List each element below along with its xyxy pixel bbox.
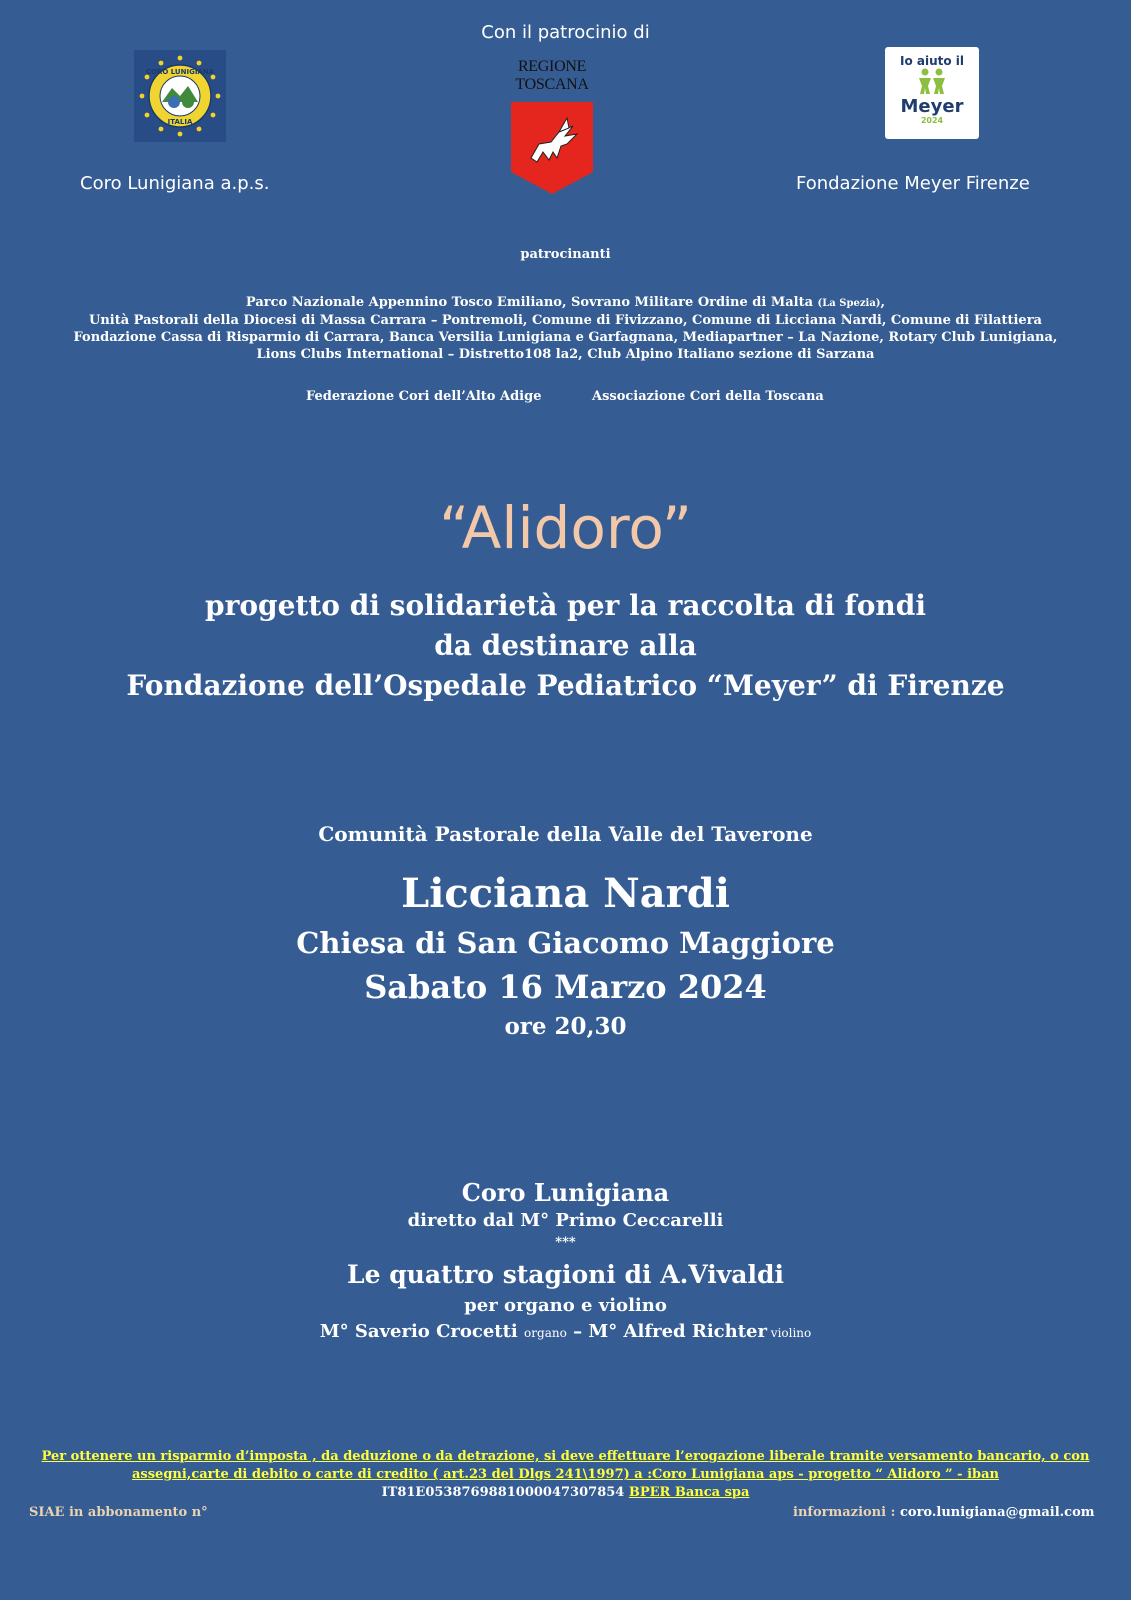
federazione-alto-adige: Federazione Cori dell’Alto Adige (306, 389, 542, 404)
coro-lunigiana-caption: Coro Lunigiana a.p.s. (80, 173, 270, 194)
iban-number: IT81E0538769881000047307854 (381, 1485, 629, 1500)
sponsor-line-2: Unità Pastorali della Diocesi di Massa Carrara – Pontremoli, Comune di Fivizzano, Comune di Licciana Nardi, Comune di Filattiera (89, 313, 1042, 328)
event-time: ore 20,30 (504, 1013, 627, 1040)
performer-1: M° Saverio Crocetti (319, 1321, 525, 1342)
event-town: Licciana Nardi (401, 870, 730, 917)
contact-email[interactable]: coro.lunigiana@gmail.com (900, 1505, 1095, 1520)
coro-logo-text-bottom: ITALIA (167, 118, 193, 126)
program-separator: *** (555, 1235, 576, 1250)
community-name: Comunità Pastorale della Valle del Taverone (318, 822, 813, 846)
siae-label: SIAE in abbonamento n° (29, 1505, 208, 1520)
patrocinanti-label: patrocinanti (520, 247, 611, 262)
sponsor-line-1-small: (La Spezia) (817, 298, 881, 309)
bank-name: BPER Banca spa (628, 1485, 750, 1500)
patrocinio-label: Con il patrocinio di (481, 22, 650, 43)
regione-line-2: TOSCANA (515, 76, 589, 93)
meyer-logo-year: 2024 (920, 116, 944, 125)
event-subtitle (0, 586, 1131, 706)
sponsor-list (0, 294, 1131, 363)
coro-logo-text-top: CORO LUNIGIANA (145, 68, 215, 76)
program-performers (0, 1321, 1131, 1342)
sponsor-line-1 (0, 294, 1131, 312)
pegasus-shield-icon (507, 102, 597, 194)
meyer-logo (885, 47, 979, 139)
meyer-foundation-caption: Fondazione Meyer Firenze (796, 173, 1030, 194)
performer-1-role: organo (524, 1326, 567, 1340)
event-title: “Alidoro” (439, 494, 692, 562)
tax-deduction-note (20, 1448, 1111, 1502)
sponsor-line-1-end: , (880, 295, 886, 310)
performer-dash: – (566, 1321, 589, 1342)
event-date: Sabato 16 Marzo 2024 (364, 968, 767, 1006)
associazione-cori-toscana: Associazione Cori della Toscana (592, 389, 824, 404)
children-figures-icon (912, 68, 952, 94)
event-church: Chiesa di San Giacomo Maggiore (296, 926, 835, 960)
subtitle-line-2: da destinare alla (434, 629, 697, 662)
sponsor-line-1-main: Parco Nazionale Appennino Tosco Emiliano, Sovrano Militare Ordine di Malta (245, 295, 818, 310)
subtitle-line-1: progetto di solidarietà per la raccolta di fondi (205, 589, 926, 622)
program-instruments: per organo e violino (464, 1295, 667, 1316)
regione-line-1: REGIONE (517, 58, 587, 75)
choir-director: diretto dal M° Primo Ceccarelli (407, 1210, 724, 1231)
meyer-logo-line-1: Io aiuto il (899, 54, 965, 68)
coro-lunigiana-logo (134, 50, 226, 142)
choir-name: Coro Lunigiana (461, 1178, 670, 1207)
program-work: Le quattro stagioni di A.Vivaldi (347, 1260, 784, 1289)
regione-toscana-logo (507, 58, 597, 194)
coro-lunigiana-emblem-icon (134, 50, 226, 142)
sponsor-line-3: Fondazione Cassa di Risparmio di Carrara, Banca Versilia Lunigiana e Garfagnana, Mediapartner – La Nazione, Rotary Club Lunigiana, (73, 330, 1058, 345)
tax-note-text: Per ottenere un risparmio d’imposta , da deduzione o da detrazione, si deve effettuare l’erogazione liberale tramite versamento bancario, o con assegni,carte di debito o carte di credito ( art.23 del Dlgs 241\1997) a :Coro Lunigiana aps - progetto “ Alidoro ” - iban (41, 1449, 1090, 1482)
performer-2: M° Alfred Richter (588, 1321, 767, 1342)
performer-2-role: violino (766, 1326, 812, 1340)
subtitle-line-3: Fondazione dell’Ospedale Pediatrico “Meyer” di Firenze (126, 669, 1005, 702)
info-label: informazioni : (793, 1505, 896, 1520)
meyer-logo-line-2: Meyer (900, 96, 964, 117)
sponsor-line-4: Lions Clubs International – Distretto108 la2, Club Alpino Italiano sezione di Sarzana (256, 347, 875, 362)
